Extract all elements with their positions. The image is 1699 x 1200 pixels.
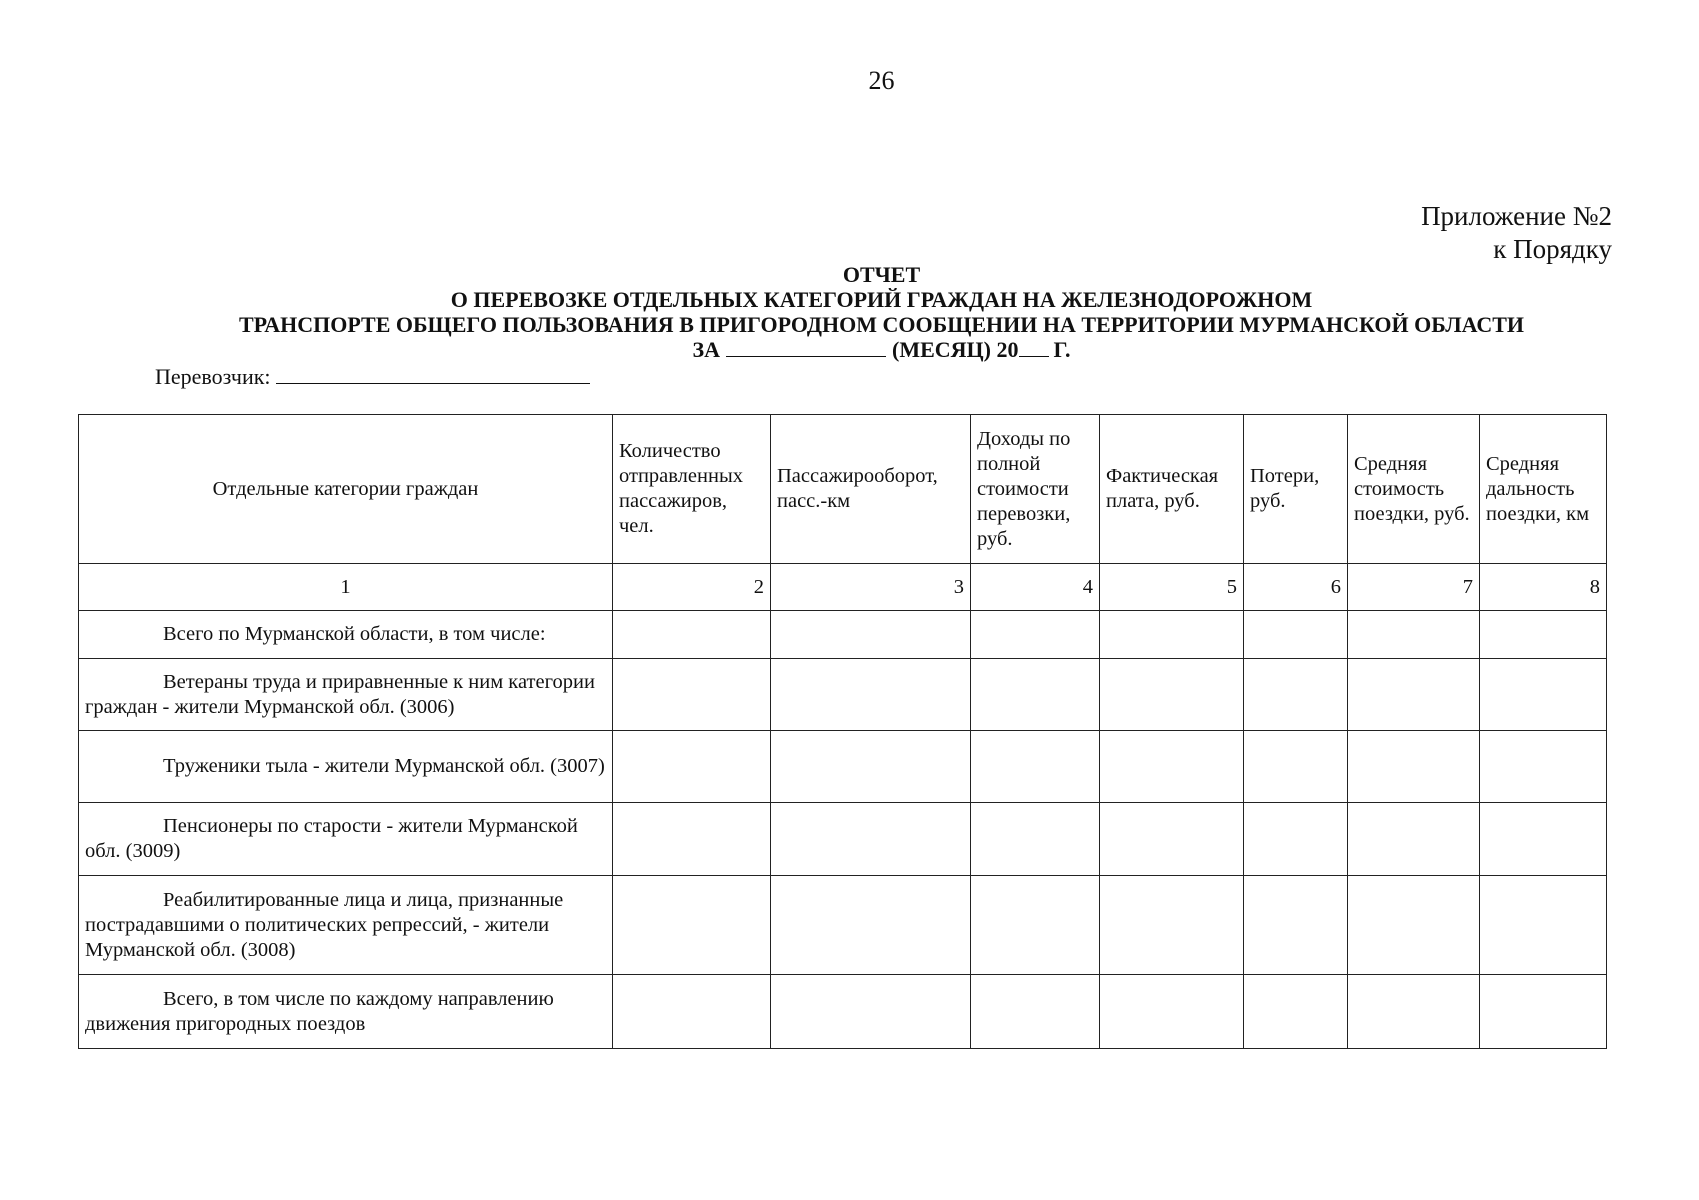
- header-losses: Потери, руб.: [1244, 415, 1348, 564]
- data-cell[interactable]: [771, 876, 971, 975]
- data-cell[interactable]: [1348, 659, 1480, 731]
- carrier-line: [155, 363, 590, 390]
- data-cell[interactable]: [1348, 876, 1480, 975]
- row-label-total-by-direction: Всего, в том числе по каждому направлению движения пригородных поездов: [79, 975, 613, 1049]
- data-cell[interactable]: [613, 876, 771, 975]
- appendix-reference: [1421, 200, 1612, 266]
- column-number: 7: [1348, 564, 1480, 611]
- table-row: [79, 659, 1607, 731]
- data-cell[interactable]: [613, 611, 771, 659]
- column-number: 5: [1100, 564, 1244, 611]
- data-cell[interactable]: [1100, 611, 1244, 659]
- data-cell[interactable]: [971, 659, 1100, 731]
- header-average-trip-cost: Средняя стоимость поездки, руб.: [1348, 415, 1480, 564]
- carrier-blank-field[interactable]: [276, 363, 590, 384]
- table-row: [79, 803, 1607, 876]
- row-label-labor-veterans: Ветераны труда и приравненные к ним категории граждан - жители Мурманской обл. (3006): [79, 659, 613, 731]
- row-label-home-front-workers: Труженики тыла - жители Мурманской обл. (3007): [79, 731, 613, 803]
- data-cell[interactable]: [1244, 731, 1348, 803]
- data-cell[interactable]: [971, 975, 1100, 1049]
- data-cell[interactable]: [613, 731, 771, 803]
- month-blank-field[interactable]: [726, 338, 886, 357]
- row-label-total-region: Всего по Мурманской области, в том числе:: [79, 611, 613, 659]
- report-title: [180, 262, 1583, 362]
- data-cell[interactable]: [1348, 803, 1480, 876]
- title-line-2: О ПЕРЕВОЗКЕ ОТДЕЛЬНЫХ КАТЕГОРИЙ ГРАЖДАН НА ЖЕЛЕЗНОДОРОЖНОМ: [450, 287, 1313, 312]
- header-actual-payment: Фактическая плата, руб.: [1100, 415, 1244, 564]
- table-row: [79, 611, 1607, 659]
- data-cell[interactable]: [971, 876, 1100, 975]
- column-number: 2: [613, 564, 771, 611]
- data-cell[interactable]: [1480, 876, 1607, 975]
- data-cell[interactable]: [613, 803, 771, 876]
- table-row: [79, 731, 1607, 803]
- data-cell[interactable]: [1480, 659, 1607, 731]
- data-cell[interactable]: [1244, 659, 1348, 731]
- data-cell[interactable]: [771, 659, 971, 731]
- table-row: [79, 876, 1607, 975]
- data-cell[interactable]: [971, 611, 1100, 659]
- data-cell[interactable]: [971, 731, 1100, 803]
- data-cell[interactable]: [1480, 803, 1607, 876]
- data-cell[interactable]: [1244, 611, 1348, 659]
- header-category: Отдельные категории граждан: [79, 415, 613, 564]
- title-line-3: ТРАНСПОРТЕ ОБЩЕГО ПОЛЬЗОВАНИЯ В ПРИГОРОДНОМ СООБЩЕНИИ НА ТЕРРИТОРИИ МУРМАНСКОЙ ОБЛАСТИ: [238, 312, 1525, 337]
- period-middle: (МЕСЯЦ) 20: [892, 337, 1019, 362]
- column-number-row: [79, 564, 1607, 611]
- data-cell[interactable]: [1348, 975, 1480, 1049]
- data-cell[interactable]: [1100, 975, 1244, 1049]
- data-cell[interactable]: [613, 975, 771, 1049]
- column-number: 1: [79, 564, 613, 611]
- period-prefix: ЗА: [692, 337, 720, 362]
- appendix-line-2: к Порядку: [1493, 234, 1612, 264]
- data-cell[interactable]: [1480, 611, 1607, 659]
- header-full-cost-income: Доходы по полной стоимости перевозки, руб.: [971, 415, 1100, 564]
- data-cell[interactable]: [771, 611, 971, 659]
- data-cell[interactable]: [613, 659, 771, 731]
- table-header-row: [79, 415, 1607, 564]
- header-passenger-turnover: Пассажирооборот, пасс.-км: [771, 415, 971, 564]
- column-number: 3: [771, 564, 971, 611]
- appendix-line-1: Приложение №2: [1421, 201, 1612, 231]
- data-cell[interactable]: [1244, 975, 1348, 1049]
- year-blank-field[interactable]: [1019, 338, 1049, 357]
- title-period: [180, 337, 1583, 362]
- column-number: 6: [1244, 564, 1348, 611]
- row-label-rehabilitated-persons: Реабилитированные лица и лица, признанные пострадавшими о политических репрессий, - жители Мурманской обл. (3008): [79, 876, 613, 975]
- data-cell[interactable]: [1100, 659, 1244, 731]
- period-suffix: Г.: [1053, 337, 1071, 362]
- row-label-old-age-pensioners: Пенсионеры по старости - жители Мурманской обл. (3009): [79, 803, 613, 876]
- header-average-trip-distance: Средняя дальность поездки, км: [1480, 415, 1607, 564]
- column-number: 4: [971, 564, 1100, 611]
- data-cell[interactable]: [1100, 803, 1244, 876]
- header-passenger-count: Количество отправленных пассажиров, чел.: [613, 415, 771, 564]
- column-number: 8: [1480, 564, 1607, 611]
- data-cell[interactable]: [771, 731, 971, 803]
- carrier-label: Перевозчик:: [155, 364, 271, 389]
- data-cell[interactable]: [771, 975, 971, 1049]
- data-cell[interactable]: [771, 803, 971, 876]
- table-row: [79, 975, 1607, 1049]
- data-cell[interactable]: [1348, 611, 1480, 659]
- page-number: 26: [868, 66, 895, 95]
- data-cell[interactable]: [1480, 975, 1607, 1049]
- title-line-1: ОТЧЕТ: [842, 262, 921, 287]
- data-cell[interactable]: [1480, 731, 1607, 803]
- data-cell[interactable]: [1244, 803, 1348, 876]
- data-cell[interactable]: [971, 803, 1100, 876]
- data-cell[interactable]: [1244, 876, 1348, 975]
- data-cell[interactable]: [1100, 876, 1244, 975]
- report-table: [78, 414, 1607, 1049]
- data-cell[interactable]: [1348, 731, 1480, 803]
- data-cell[interactable]: [1100, 731, 1244, 803]
